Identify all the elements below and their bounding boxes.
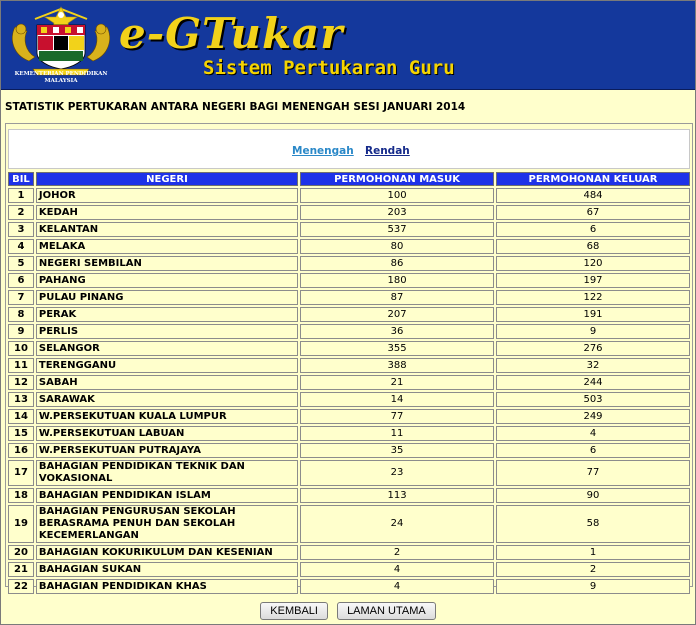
cell-negeri: PERLIS — [36, 324, 298, 339]
cell-bil: 7 — [8, 290, 34, 305]
cell-negeri: BAHAGIAN PENDIDIKAN KHAS — [36, 579, 298, 594]
cell-bil: 3 — [8, 222, 34, 237]
cell-masuk: 180 — [300, 273, 494, 288]
table-row — [8, 409, 690, 424]
cell-bil: 16 — [8, 443, 34, 458]
cell-bil: 4 — [8, 239, 34, 254]
cell-negeri: BAHAGIAN PENDIDIKAN TEKNIK DAN VOKASIONAL — [36, 460, 298, 486]
table-row — [8, 205, 690, 220]
cell-masuk: 4 — [300, 562, 494, 577]
header-banner — [1, 1, 695, 90]
table-row — [8, 273, 690, 288]
cell-masuk: 11 — [300, 426, 494, 441]
cell-masuk: 2 — [300, 545, 494, 560]
home-button[interactable]: LAMAN UTAMA — [337, 602, 436, 620]
cell-masuk: 36 — [300, 324, 494, 339]
cell-bil: 11 — [8, 358, 34, 373]
cell-negeri: NEGERI SEMBILAN — [36, 256, 298, 271]
table-row — [8, 505, 690, 543]
table-row — [8, 392, 690, 407]
cell-keluar: 90 — [496, 488, 690, 503]
ministry-label: KEMENTERIAN PENDIDIKAN MALAYSIA — [14, 71, 108, 84]
cell-bil: 1 — [8, 188, 34, 203]
cell-masuk: 35 — [300, 443, 494, 458]
cell-negeri: BAHAGIAN PENDIDIKAN ISLAM — [36, 488, 298, 503]
action-buttons — [1, 599, 695, 620]
cell-negeri: JOHOR — [36, 188, 298, 203]
table-row — [8, 222, 690, 237]
page-title: STATISTIK PERTUKARAN ANTARA NEGERI BAGI MENENGAH SESI JANUARI 2014 — [5, 101, 466, 113]
cell-masuk: 4 — [300, 579, 494, 594]
cell-negeri: SABAH — [36, 375, 298, 390]
menengah-link[interactable]: Menengah — [292, 145, 354, 157]
back-button[interactable]: KEMBALI — [260, 602, 328, 620]
cell-keluar: 503 — [496, 392, 690, 407]
cell-keluar: 122 — [496, 290, 690, 305]
cell-negeri: SARAWAK — [36, 392, 298, 407]
table-row — [8, 358, 690, 373]
column-header-masuk: PERMOHONAN MASUK — [300, 172, 494, 186]
cell-bil: 12 — [8, 375, 34, 390]
cell-negeri: PERAK — [36, 307, 298, 322]
table-row — [8, 579, 690, 594]
cell-masuk: 203 — [300, 205, 494, 220]
table-row — [8, 562, 690, 577]
cell-keluar: 191 — [496, 307, 690, 322]
cell-masuk: 24 — [300, 505, 494, 543]
cell-keluar: 1 — [496, 545, 690, 560]
cell-bil: 6 — [8, 273, 34, 288]
cell-negeri: BAHAGIAN KOKURIKULUM DAN KESENIAN — [36, 545, 298, 560]
app-logo-subtitle: Sistem Pertukaran Guru — [203, 57, 455, 79]
cell-keluar: 249 — [496, 409, 690, 424]
cell-masuk: 355 — [300, 341, 494, 356]
column-header-keluar: PERMOHONAN KELUAR — [496, 172, 690, 186]
table-row — [8, 341, 690, 356]
cell-bil: 2 — [8, 205, 34, 220]
cell-negeri: MELAKA — [36, 239, 298, 254]
cell-bil: 14 — [8, 409, 34, 424]
cell-keluar: 67 — [496, 205, 690, 220]
cell-bil: 22 — [8, 579, 34, 594]
cell-negeri: PULAU PINANG — [36, 290, 298, 305]
cell-keluar: 9 — [496, 579, 690, 594]
statistics-table — [6, 170, 692, 596]
cell-keluar: 2 — [496, 562, 690, 577]
cell-bil: 9 — [8, 324, 34, 339]
cell-bil: 21 — [8, 562, 34, 577]
cell-keluar: 9 — [496, 324, 690, 339]
table-row — [8, 443, 690, 458]
cell-keluar: 484 — [496, 188, 690, 203]
table-row — [8, 375, 690, 390]
cell-keluar: 276 — [496, 341, 690, 356]
cell-masuk: 87 — [300, 290, 494, 305]
table-row — [8, 188, 690, 203]
cell-masuk: 77 — [300, 409, 494, 424]
table-row — [8, 307, 690, 322]
table-row — [8, 488, 690, 503]
table-body — [8, 188, 690, 594]
table-row — [8, 545, 690, 560]
cell-bil: 18 — [8, 488, 34, 503]
cell-masuk: 80 — [300, 239, 494, 254]
table-row — [8, 239, 690, 254]
cell-masuk: 86 — [300, 256, 494, 271]
cell-bil: 17 — [8, 460, 34, 486]
column-header-bil: BIL — [8, 172, 34, 186]
cell-masuk: 23 — [300, 460, 494, 486]
cell-negeri: PAHANG — [36, 273, 298, 288]
cell-negeri: KEDAH — [36, 205, 298, 220]
cell-bil: 13 — [8, 392, 34, 407]
table-row — [8, 290, 690, 305]
cell-bil: 20 — [8, 545, 34, 560]
cell-keluar: 68 — [496, 239, 690, 254]
cell-keluar: 32 — [496, 358, 690, 373]
cell-negeri: SELANGOR — [36, 341, 298, 356]
table-row — [8, 324, 690, 339]
table-row — [8, 460, 690, 486]
cell-negeri: KELANTAN — [36, 222, 298, 237]
cell-keluar: 244 — [496, 375, 690, 390]
cell-masuk: 14 — [300, 392, 494, 407]
cell-negeri: TERENGGANU — [36, 358, 298, 373]
cell-negeri: BAHAGIAN SUKAN — [36, 562, 298, 577]
cell-masuk: 388 — [300, 358, 494, 373]
cell-masuk: 537 — [300, 222, 494, 237]
cell-negeri: BAHAGIAN PENGURUSAN SEKOLAH BERASRAMA PENUH DAN SEKOLAH KECEMERLANGAN — [36, 505, 298, 543]
cell-bil: 8 — [8, 307, 34, 322]
statistics-panel — [5, 123, 693, 592]
cell-keluar: 77 — [496, 460, 690, 486]
cell-masuk: 207 — [300, 307, 494, 322]
cell-keluar: 6 — [496, 443, 690, 458]
cell-negeri: W.PERSEKUTUAN KUALA LUMPUR — [36, 409, 298, 424]
cell-masuk: 21 — [300, 375, 494, 390]
cell-bil: 5 — [8, 256, 34, 271]
app-logo-title: e-GTukar — [119, 9, 344, 58]
cell-keluar: 120 — [496, 256, 690, 271]
table-header-row — [8, 172, 690, 186]
rendah-link[interactable]: Rendah — [365, 145, 410, 157]
cell-keluar: 4 — [496, 426, 690, 441]
cell-bil: 15 — [8, 426, 34, 441]
cell-bil: 10 — [8, 341, 34, 356]
cell-negeri: W.PERSEKUTUAN LABUAN — [36, 426, 298, 441]
cell-keluar: 58 — [496, 505, 690, 543]
table-row — [8, 256, 690, 271]
column-header-negeri: NEGERI — [36, 172, 298, 186]
cell-masuk: 113 — [300, 488, 494, 503]
cell-keluar: 197 — [496, 273, 690, 288]
table-row — [8, 426, 690, 441]
cell-masuk: 100 — [300, 188, 494, 203]
cell-bil: 19 — [8, 505, 34, 543]
level-switch-bar — [8, 129, 690, 169]
cell-negeri: W.PERSEKUTUAN PUTRAJAYA — [36, 443, 298, 458]
cell-keluar: 6 — [496, 222, 690, 237]
